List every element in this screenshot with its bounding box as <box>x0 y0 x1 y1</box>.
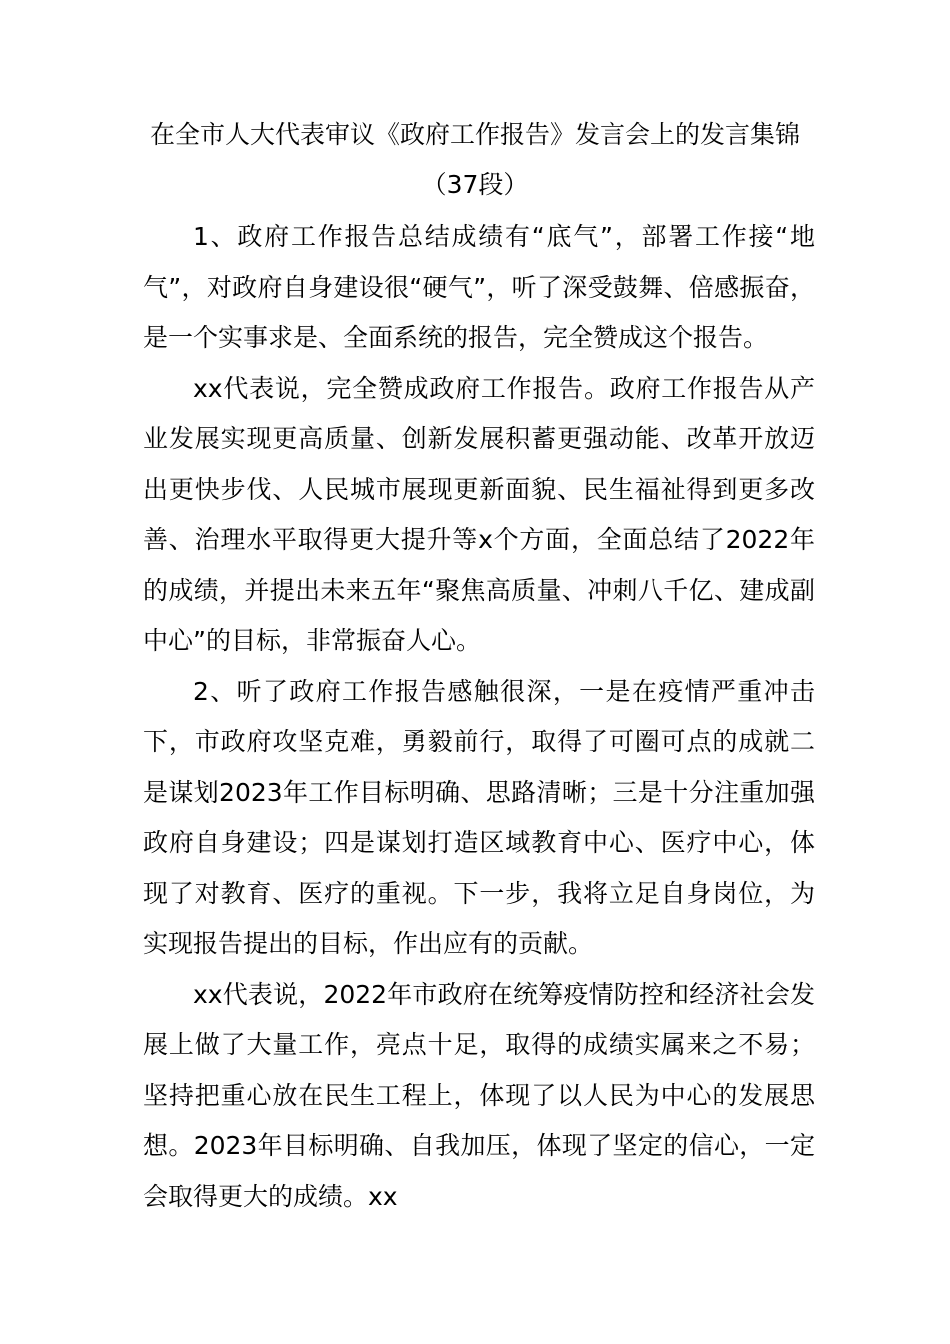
paragraph: xx代表说，完全赞成政府工作报告。政府工作报告从产业发展实现更高质量、创新发展积蓄更强动能、改革开放迈出更快步伐、人民城市展现更新面貌、民生福祉得到更多改善、治理水平取得更大提升等x个方面，全面总结了2022年的成绩，并提出未来五年“聚焦高质量、冲刺八千亿、建成副中心”的目标，非常振奋人心。 <box>143 373 815 655</box>
paragraph: xx代表说，2022年市政府在统筹疫情防控和经济社会发展上做了大量工作，亮点十足，取得的成绩实属来之不易；坚持把重心放在民生工程上，体现了以人民为中心的发展思想。2023年目标明确、自我加压，体现了坚定的信心，一定会取得更大的成绩。xx <box>143 979 815 1211</box>
document-body <box>143 212 815 1222</box>
paragraph: 1、政府工作报告总结成绩有“底气”，部署工作接“地气”，对政府自身建设很“硬气”，听了深受鼓舞、倍感振奋，是一个实事求是、全面系统的报告，完全赞成这个报告。 <box>143 222 815 352</box>
paragraph: 2、听了政府工作报告感触很深，一是在疫情严重冲击下，市政府攻坚克难，勇毅前行，取得了可圈可点的成就二是谋划2023年工作目标明确、思路清晰；三是十分注重加强政府自身建设；四是谋划打造区域教育中心、医疗中心，体现了对教育、医疗的重视。下一步，我将立足自身岗位，为实现报告提出的目标，作出应有的贡献。 <box>143 676 815 958</box>
document-title: 在全市人大代表审议《政府工作报告》发言会上的发言集锦（37段） <box>149 120 800 199</box>
